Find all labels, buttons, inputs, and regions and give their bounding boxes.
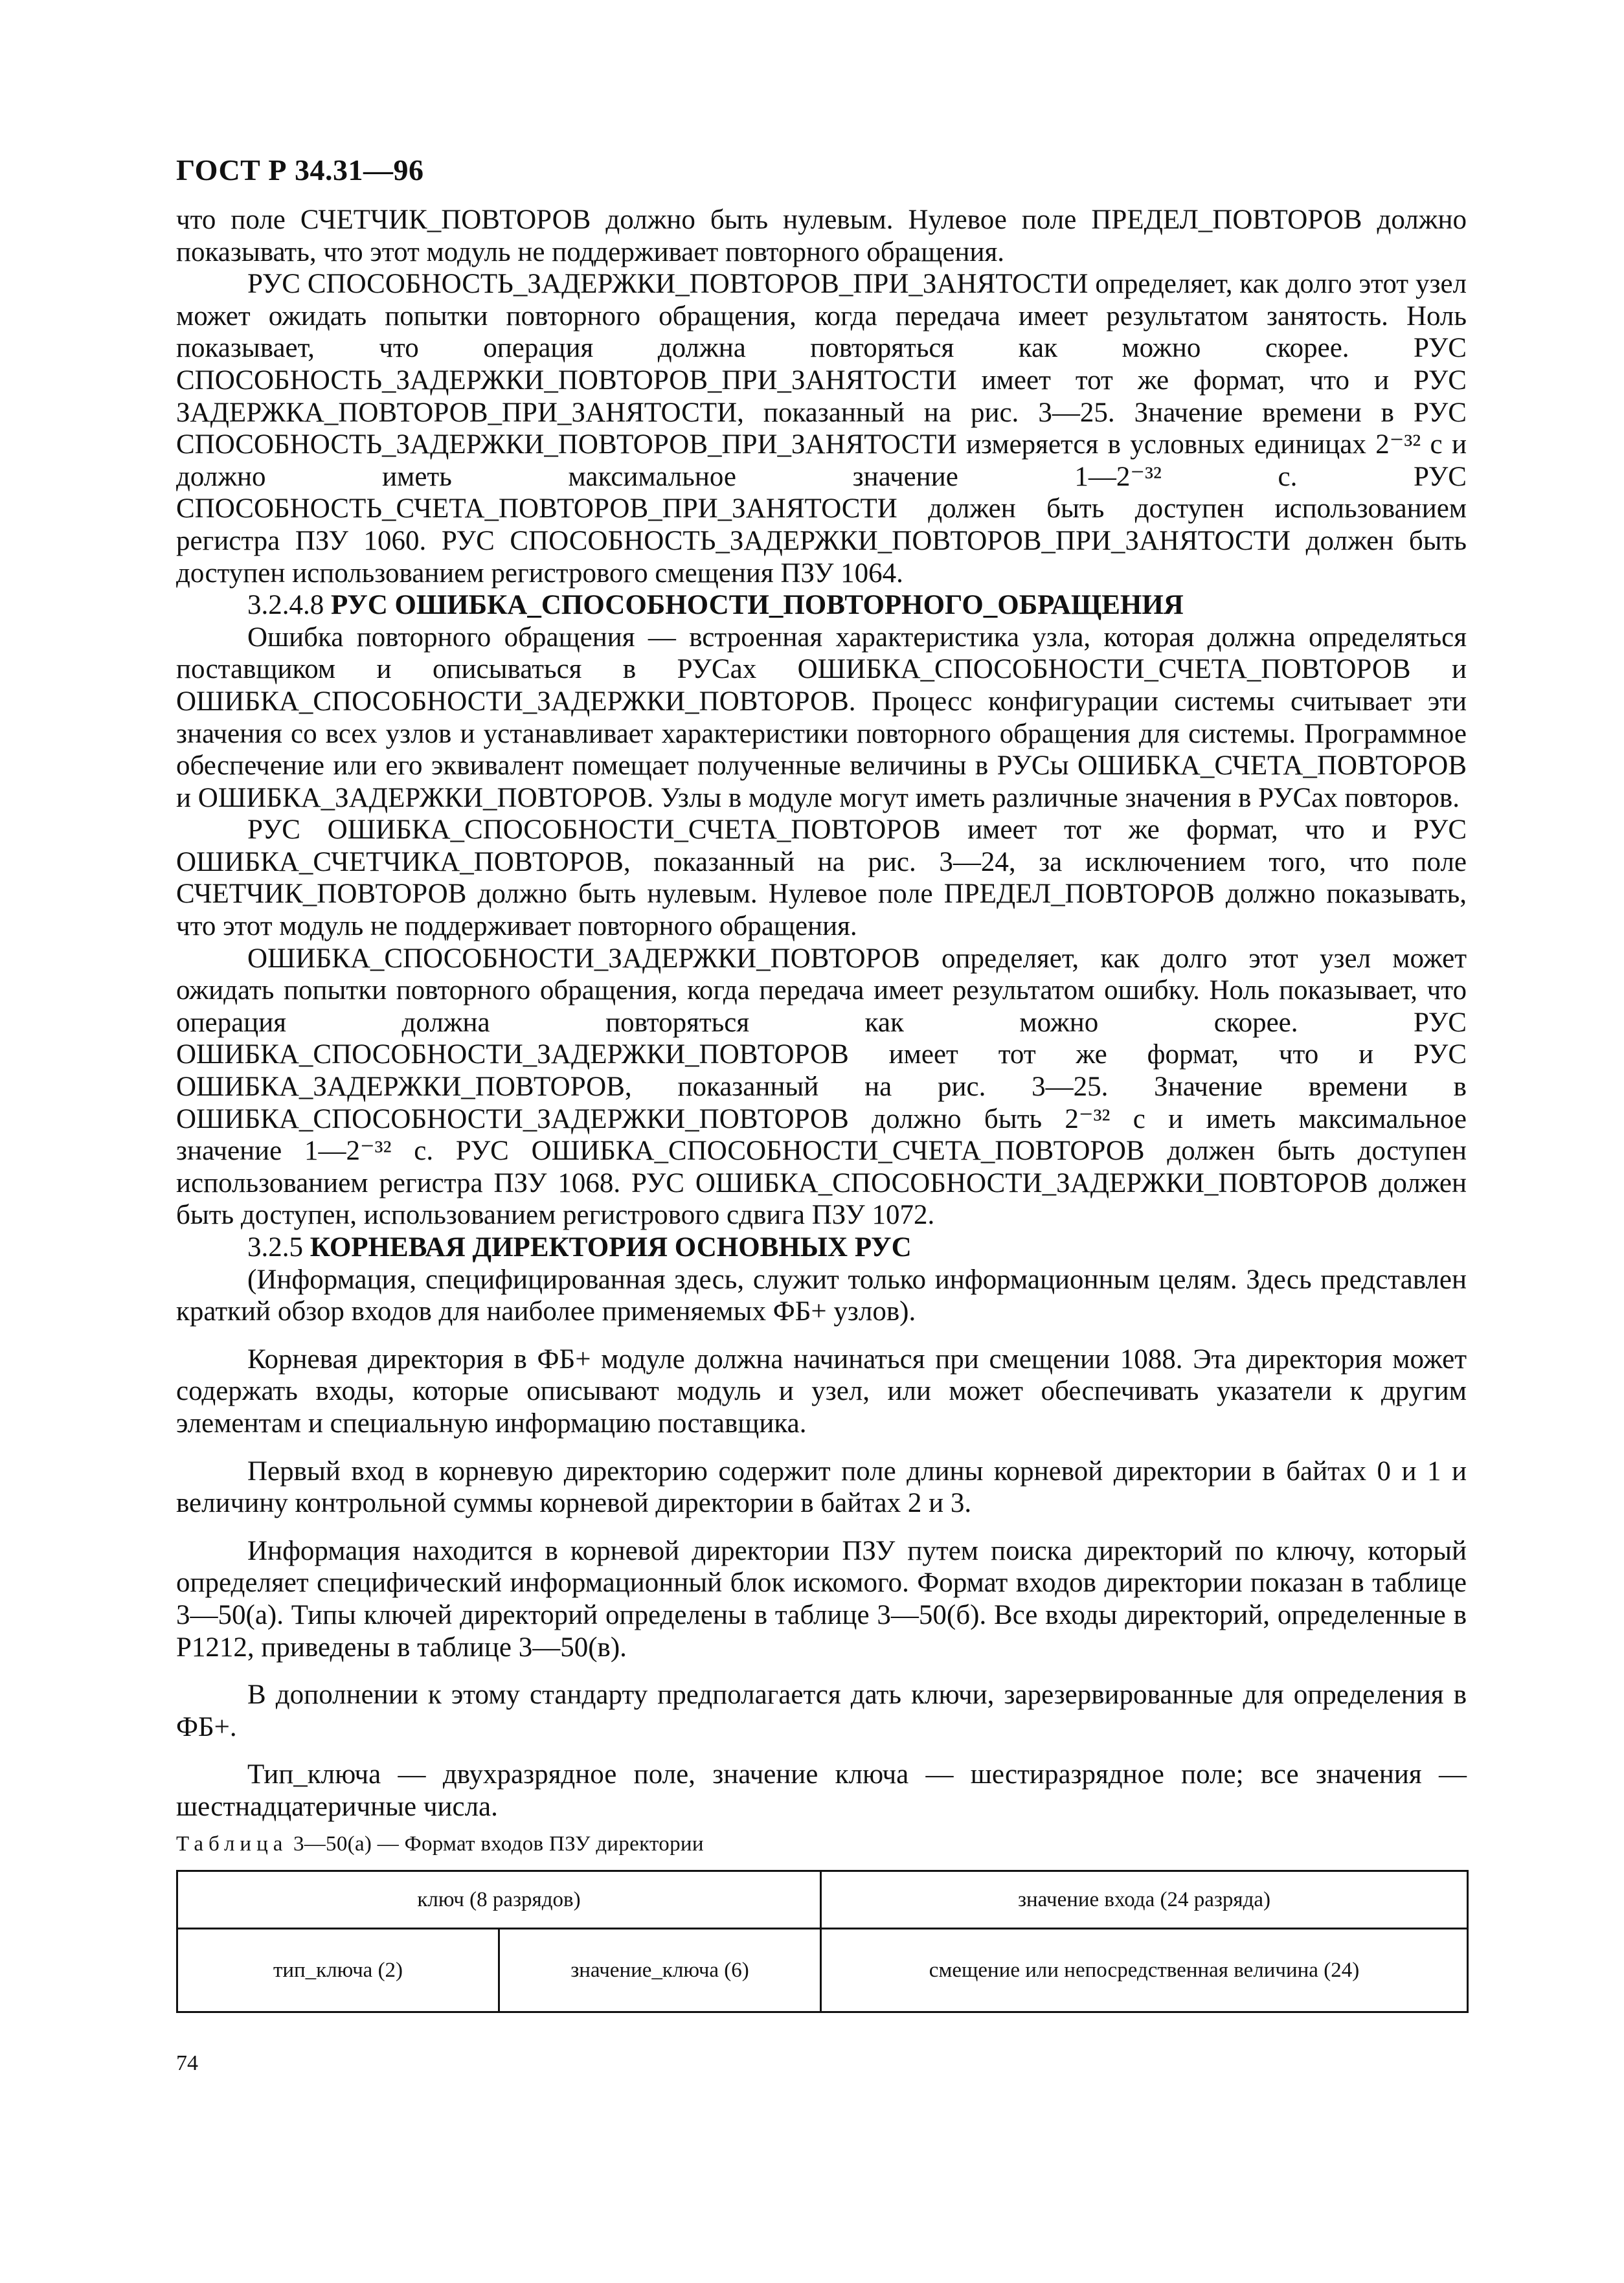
paragraph: РУС СПОСОБНОСТЬ_ЗАДЕРЖКИ_ПОВТОРОВ_ПРИ_ЗАНЯТОСТИ определяет, как долго этот узел может ожидать попытки повторного обращения, когда передача имеет результатом занятость. Ноль показывает, что операция должна повторяться как можно скорее. РУС СПОСОБНОСТЬ_ЗАДЕРЖКИ_ПОВТОРОВ_ПРИ_ЗАНЯТОСТИ имеет тот же формат, что и РУС ЗАДЕРЖКА_ПОВТОРОВ_ПРИ_ЗАНЯТОСТИ, показанный на рис. 3—25. Значение времени в РУС СПОСОБНОСТЬ_ЗАДЕРЖКИ_ПОВТОРОВ_ПРИ_ЗАНЯТОСТИ измеряется в условных единицах 2⁻³² с и должно иметь максимальное значение 1—2⁻³² с. РУС СПОСОБНОСТЬ_СЧЕТА_ПОВТОРОВ_ПРИ_ЗАНЯТОСТИ должен быть доступен использованием регистра ПЗУ 1060. РУС СПОСОБНОСТЬ_ЗАДЕРЖКИ_ПОВТОРОВ_ПРИ_ЗАНЯТОСТИ должен быть доступен использованием регистрового смещения ПЗУ 1064. (176, 269, 1467, 589)
paragraph: В дополнении к этому стандарту предполагается дать ключи, зарезервированные для определения в ФБ+. (176, 1680, 1467, 1742)
paragraph: ОШИБКА_СПОСОБНОСТИ_ЗАДЕРЖКИ_ПОВТОРОВ определяет, как долго этот узел может ожидать попытки повторного обращения, когда передача имеет результатом ошибку. Ноль показывает, что операция должна повторяться как можно скорее. РУС ОШИБКА_СПОСОБНОСТИ_ЗАДЕРЖКИ_ПОВТОРОВ имеет тот же формат, что и РУС ОШИБКА_ЗАДЕРЖКИ_ПОВТОРОВ, показанный на рис. 3—25. Значение времени в ОШИБКА_СПОСОБНОСТИ_ЗАДЕРЖКИ_ПОВТОРОВ должно быть 2⁻³² с и иметь максимальное значение 1—2⁻³² с. РУС ОШИБКА_СПОСОБНОСТИ_СЧЕТА_ПОВТОРОВ должен быть доступен использованием регистра ПЗУ 1068. РУС ОШИБКА_СПОСОБНОСТИ_ЗАДЕРЖКИ_ПОВТОРОВ должен быть доступен, использованием регистрового сдвига ПЗУ 1072. (176, 943, 1467, 1231)
paragraph: что поле СЧЕТЧИК_ПОВТОРОВ должно быть нулевым. Нулевое поле ПРЕДЕЛ_ПОВТОРОВ должно показывать, что этот модуль не поддерживает повторного обращения. (176, 205, 1467, 267)
table-cell-offset: смещение или непосредственная величина (24) (821, 1929, 1468, 2012)
table-row (177, 1929, 1468, 2012)
section-number: 3.2.5 (247, 1232, 303, 1263)
table-header-key: ключ (8 разрядов) (177, 1871, 821, 1929)
body-text (176, 204, 1467, 1823)
paragraph: Информация находится в корневой директории ПЗУ путем поиска директорий по ключу, который определяет специфический информационный блок искомого. Формат входов директории показан в таблице 3—50(а). Типы ключей директорий определены в таблице 3—50(б). Все входы директорий, определенные в Р1212, приведены в таблице 3—50(в). (176, 1535, 1467, 1663)
paragraph: Корневая директория в ФБ+ модуле должна начинаться при смещении 1088. Эта директория может содержать входы, которые описывают модуль и узел, или может обеспечивать указатели к другим элементам и специальную информацию поставщика. (176, 1344, 1467, 1439)
section-heading (176, 589, 1467, 622)
paragraph: Ошибка повторного обращения — встроенная характеристика узла, которая должна определяться поставщиком и описываться в РУСах ОШИБКА_СПОСОБНОСТИ_СЧЕТА_ПОВТОРОВ и ОШИБКА_СПОСОБНОСТИ_ЗАДЕРЖКИ_ПОВТОРОВ. Процесс конфигурации системы считывает эти значения со всех узлов и устанавливает характеристики повторного обращения для системы. Программное обеспечение или его эквивалент помещает полученные величины в РУСы ОШИБКА_СЧЕТА_ПОВТОРОВ и ОШИБКА_ЗАДЕРЖКИ_ПОВТОРОВ. Узлы в модуле могут иметь различные значения в РУСах повторов. (176, 622, 1467, 813)
rom-directory-format-table (176, 1870, 1469, 2013)
table-caption-prefix: Таблица (176, 1832, 288, 1856)
table-cell-key-value: значение_ключа (6) (499, 1929, 821, 2012)
table-cell-key-type: тип_ключа (2) (177, 1929, 499, 2012)
section-title: КОРНЕВАЯ ДИРЕКТОРИЯ ОСНОВНЫХ РУС (310, 1232, 912, 1263)
section-heading (176, 1231, 1467, 1264)
table-caption (176, 1832, 704, 1856)
section-title: РУС ОШИБКА_СПОСОБНОСТИ_ПОВТОРНОГО_ОБРАЩЕНИЯ (331, 590, 1184, 621)
table-header-value: значение входа (24 разряда) (821, 1871, 1468, 1929)
paragraph: (Информация, специфицированная здесь, служит только информационным целям. Здесь представлен краткий обзор входов для наиболее применяемых ФБ+ узлов). (176, 1264, 1467, 1327)
table-row (177, 1871, 1468, 1929)
paragraph: Первый вход в корневую директорию содержит поле длины корневой директории в байтах 0 и 1 и величину контрольной суммы корневой директории в байтах 2 и 3. (176, 1456, 1467, 1519)
paragraph: Тип_ключа — двухразрядное поле, значение ключа — шестиразрядное поле; все значения — шестнадцатеричные числа. (176, 1759, 1467, 1822)
table-caption-text: 3—50(а) — Формат входов ПЗУ директории (293, 1832, 704, 1856)
page-header: ГОСТ Р 34.31—96 (176, 153, 424, 186)
section-number: 3.2.4.8 (247, 590, 324, 621)
page-number: 74 (176, 2051, 198, 2075)
paragraph: РУС ОШИБКА_СПОСОБНОСТИ_СЧЕТА_ПОВТОРОВ имеет тот же формат, что и РУС ОШИБКА_СЧЕТЧИКА_ПОВТОРОВ, показанный на рис. 3—24, за исключением того, что поле СЧЕТЧИК_ПОВТОРОВ должно быть нулевым. Нулевое поле ПРЕДЕЛ_ПОВТОРОВ должно показывать, что этот модуль не поддерживает повторного обращения. (176, 815, 1467, 942)
